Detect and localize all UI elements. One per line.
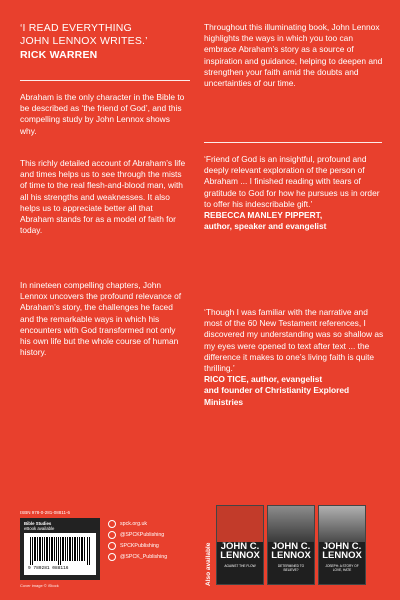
social-twitter[interactable]: @SPCKPublishing bbox=[108, 529, 198, 540]
barcode-panel bbox=[20, 518, 100, 580]
copyright: Cover image © iStock bbox=[20, 583, 59, 588]
barcode-icon bbox=[30, 537, 90, 565]
isbn: ISBN 978-0-281-08811-6 bbox=[20, 510, 70, 515]
social-website[interactable]: spck.org.uk bbox=[108, 518, 198, 529]
social-facebook[interactable]: SPCKPublishing bbox=[108, 540, 198, 551]
book-cover-2 bbox=[267, 505, 315, 585]
book-cover-3 bbox=[318, 505, 366, 585]
endorsement-quote: ‘Though I was familiar with the narrative and most of the 60 New Testament references, I discovered my understanding was so shallow as my eyes were opened to text after text ... the difference it makes to one’s living faith is quite thrilling.’ bbox=[204, 307, 384, 374]
divider bbox=[20, 80, 190, 81]
endorsement-role: author, speaker and evangelist bbox=[204, 221, 327, 232]
barcode-number: 9 780281 088116 bbox=[28, 566, 69, 571]
book-image bbox=[217, 506, 263, 542]
book-subtitle: AGAINST THE FLOW bbox=[224, 564, 256, 568]
social-links bbox=[108, 518, 198, 562]
book-image bbox=[319, 506, 365, 542]
featured-quote bbox=[20, 22, 190, 62]
endorsement-2 bbox=[204, 307, 384, 408]
book-image bbox=[268, 506, 314, 542]
also-available-label: Also available bbox=[205, 542, 212, 586]
endorsement-1 bbox=[204, 154, 384, 232]
instagram-icon bbox=[108, 553, 116, 561]
endorsement-name: RICO TICE, author, evangelist bbox=[204, 374, 323, 385]
paragraph-3: In nineteen compelling chapters, John Lennox uncovers the profound relevance of Abraham’s story, the challenges he faced and the remarkable ways in which his encounters with God transformed not only his own life but the whole course of human history. bbox=[20, 280, 182, 358]
book-subtitle: DETERMINED TO BELIEVE? bbox=[277, 564, 305, 572]
book-author: JOHN C. LENNOX bbox=[271, 541, 311, 561]
endorsement-name: REBECCA MANLEY PIPPERT, bbox=[204, 210, 323, 221]
category-label: Bible Studies eBook available bbox=[24, 521, 55, 531]
facebook-icon bbox=[108, 542, 116, 550]
quote-author: RICK WARREN bbox=[20, 49, 98, 61]
book-author: JOHN C. LENNOX bbox=[220, 541, 260, 561]
book-author: JOHN C. LENNOX bbox=[322, 541, 362, 561]
paragraph-1: Abraham is the only character in the Bible to be described as ‘the friend of God’, and this compelling study by John Lennox shows why. bbox=[20, 92, 185, 136]
twitter-icon bbox=[108, 531, 116, 539]
globe-icon bbox=[108, 520, 116, 528]
divider bbox=[204, 142, 382, 143]
paragraph-2: This richly detailed account of Abraham’s life and times helps us to see through the mists of time to the real flesh-and-blood man, with all his strengths and weaknesses. It also helps us to appreciate better all that Abraham stands for as a model of faith for today. bbox=[20, 158, 186, 236]
book-cover-1 bbox=[216, 505, 264, 585]
social-instagram[interactable]: @SPCK_Publishing bbox=[108, 551, 198, 562]
book-subtitle: JOSEPH: A STORY OF LOVE, HATE bbox=[325, 564, 359, 572]
quote-line-1: ‘I READ EVERYTHING bbox=[20, 22, 132, 34]
barcode bbox=[24, 533, 96, 575]
intro-paragraph: Throughout this illuminating book, John Lennox highlights the ways in which you too can embrace Abraham’s story as a source of inspiration and guidance, helping to deepen and strengthen your faith amid the doubts and uncertainties of our time. bbox=[204, 22, 383, 89]
quote-line-2: JOHN LENNOX WRITES.’ bbox=[20, 35, 148, 47]
endorsement-quote: ‘Friend of God is an insightful, profound and deeply relevant exploration of the person of Abraham ... I finished reading with tears of gratitude to God for how he pursues us in order to offer his indescribable gift.’ bbox=[204, 154, 380, 209]
endorsement-role: and founder of Christianity Explored Ministries bbox=[204, 385, 350, 407]
